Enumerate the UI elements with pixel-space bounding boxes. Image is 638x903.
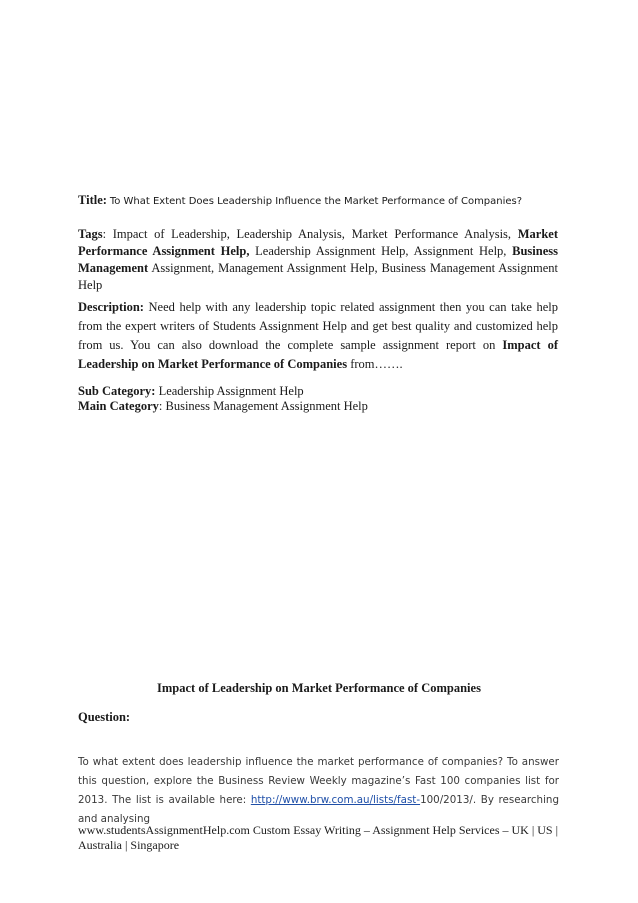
tags-text-1: : Impact of Leadership, Leadership Analysis, Market Performance Analysis, <box>102 227 518 241</box>
page-footer: www.studentsAssignmentHelp.com Custom Essay Writing – Assignment Help Services – UK | US | Australia | Singapore <box>78 823 558 852</box>
sub-category-line <box>78 384 558 399</box>
section-heading: Impact of Leadership on Market Performance of Companies <box>157 681 481 695</box>
description-bold: Impact of Leadership on Market Performance of Companies <box>78 338 558 371</box>
question-body-text-2: 100/2013/. By researching and analysing <box>78 794 559 825</box>
title-label: Title: <box>78 193 107 207</box>
sub-category-label: Sub Category: <box>78 384 156 398</box>
question-label: Question: <box>78 710 131 724</box>
tags-text-2: Leadership Assignment Help, Assignment Help, <box>249 244 513 258</box>
tags-bold-2: Business Management <box>78 244 558 275</box>
tags-label: Tags <box>78 227 103 241</box>
category-block <box>78 384 558 414</box>
question-body <box>78 753 559 829</box>
tags-text-3: Assignment, Management Assignment Help, Business Management Assignment Help <box>78 261 558 292</box>
tags-bold-1: Market Performance Assignment Help, <box>78 227 558 258</box>
description-label: Description: <box>78 300 144 314</box>
title-text: To What Extent Does Leadership Influence the Market Performance of Companies? <box>109 196 523 207</box>
question-body-text-1: To what extent does leadership influence the market performance of companies? To answer this question, explore the Business Review Weekly magazine’s Fast 100 companies list for 2013. The list is available here: <box>78 756 559 806</box>
description-paragraph <box>78 298 558 374</box>
description-text: Need help with any leadership topic related assignment then you can take help from the expert writers of Students Assignment Help and get best quality and customized help from us. You can also download the complete sample assignment report on <box>78 300 558 352</box>
tags-paragraph <box>78 226 558 294</box>
main-category-value: : Business Management Assignment Help <box>158 399 368 413</box>
document-title <box>78 193 558 208</box>
brw-link[interactable]: http://www.brw.com.au/lists/fast- <box>250 794 421 806</box>
main-category-label: Main Category <box>78 399 159 413</box>
description-tail: from……. <box>347 357 403 371</box>
sub-category-value: Leadership Assignment Help <box>155 384 304 398</box>
main-category-line <box>78 399 558 414</box>
